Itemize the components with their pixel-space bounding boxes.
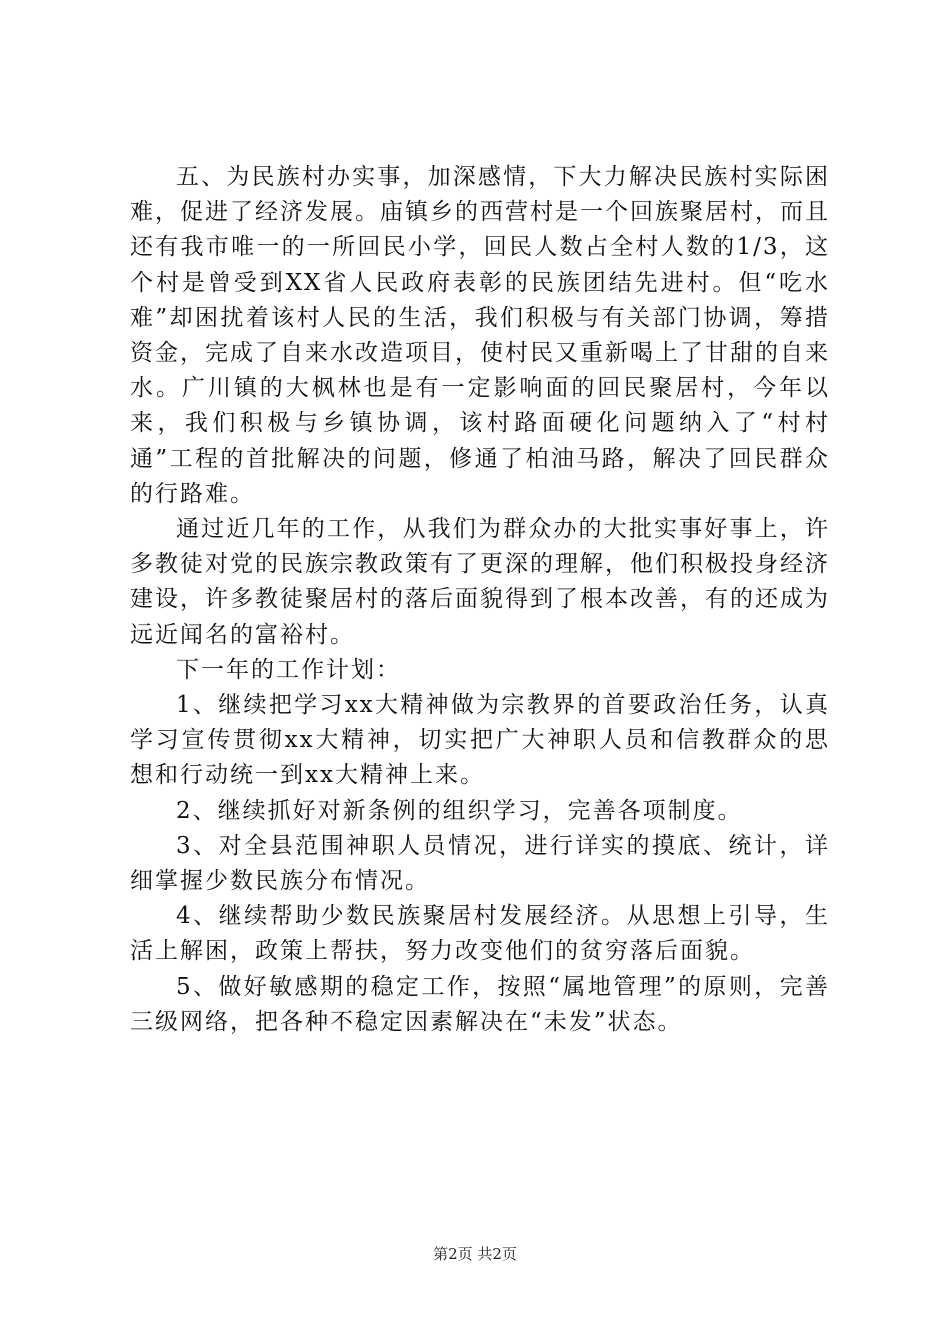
document-body bbox=[130, 160, 830, 1040]
plan-item-3: 3、对全县范围神职人员情况，进行详实的摸底、统计，详细掌握少数民族分布情况。 bbox=[130, 832, 830, 895]
paragraph-work-results: 通过近几年的工作，从我们为群众办的大批实事好事上，许多教徒对党的民族宗教政策有了更深的理解，他们积极投身经济建设，许多教徒聚居村的落后面貌得到了根本改善，有的还成为远近闻名的富裕村。 bbox=[130, 516, 830, 648]
page-number-footer: 第2页 共2页 bbox=[433, 1245, 517, 1263]
plan-item-2: 2、继续抓好对新条例的组织学习，完善各项制度。 bbox=[176, 797, 743, 824]
paragraph-village-projects: 五、为民族村办实事，加深感情，下大力解决民族村实际困难，促进了经济发展。庙镇乡的西营村是一个回族聚居村，而且还有我市唯一的一所回民小学，回民人数占全村人数的1/3，这个村是曾受到XX省人民政府表彰的民族团结先进村。但“吃水难”却困扰着该村人民的生活，我们积极与有关部门协调，筹措资金，完成了自来水改造项目，使村民又重新喝上了甘甜的自来水。广川镇的大枫林也是有一定影响面的回民聚居村，今年以来，我们积极与乡镇协调，该村路面硬化问题纳入了“村村通”工程的首批解决的问题，修通了柏油马路，解决了回民群众的行路难。 bbox=[130, 164, 830, 507]
plan-item-5: 5、做好敏感期的稳定工作，按照“属地管理”的原则，完善三级网络，把各种不稳定因素解决在“未发”状态。 bbox=[130, 973, 830, 1035]
plan-item-1: 1、继续把学习xx大精神做为宗教界的首要政治任务，认真学习宣传贯彻xx大精神，切实把广大神职人员和信教群众的思想和行动统一到xx大精神上来。 bbox=[130, 692, 830, 789]
plan-item-4: 4、继续帮助少数民族聚居村发展经济。从思想上引导，生活上解困，政策上帮扶，努力改变他们的贫穷落后面貌。 bbox=[130, 903, 830, 965]
paragraph-plan-heading: 下一年的工作计划： bbox=[176, 656, 401, 683]
